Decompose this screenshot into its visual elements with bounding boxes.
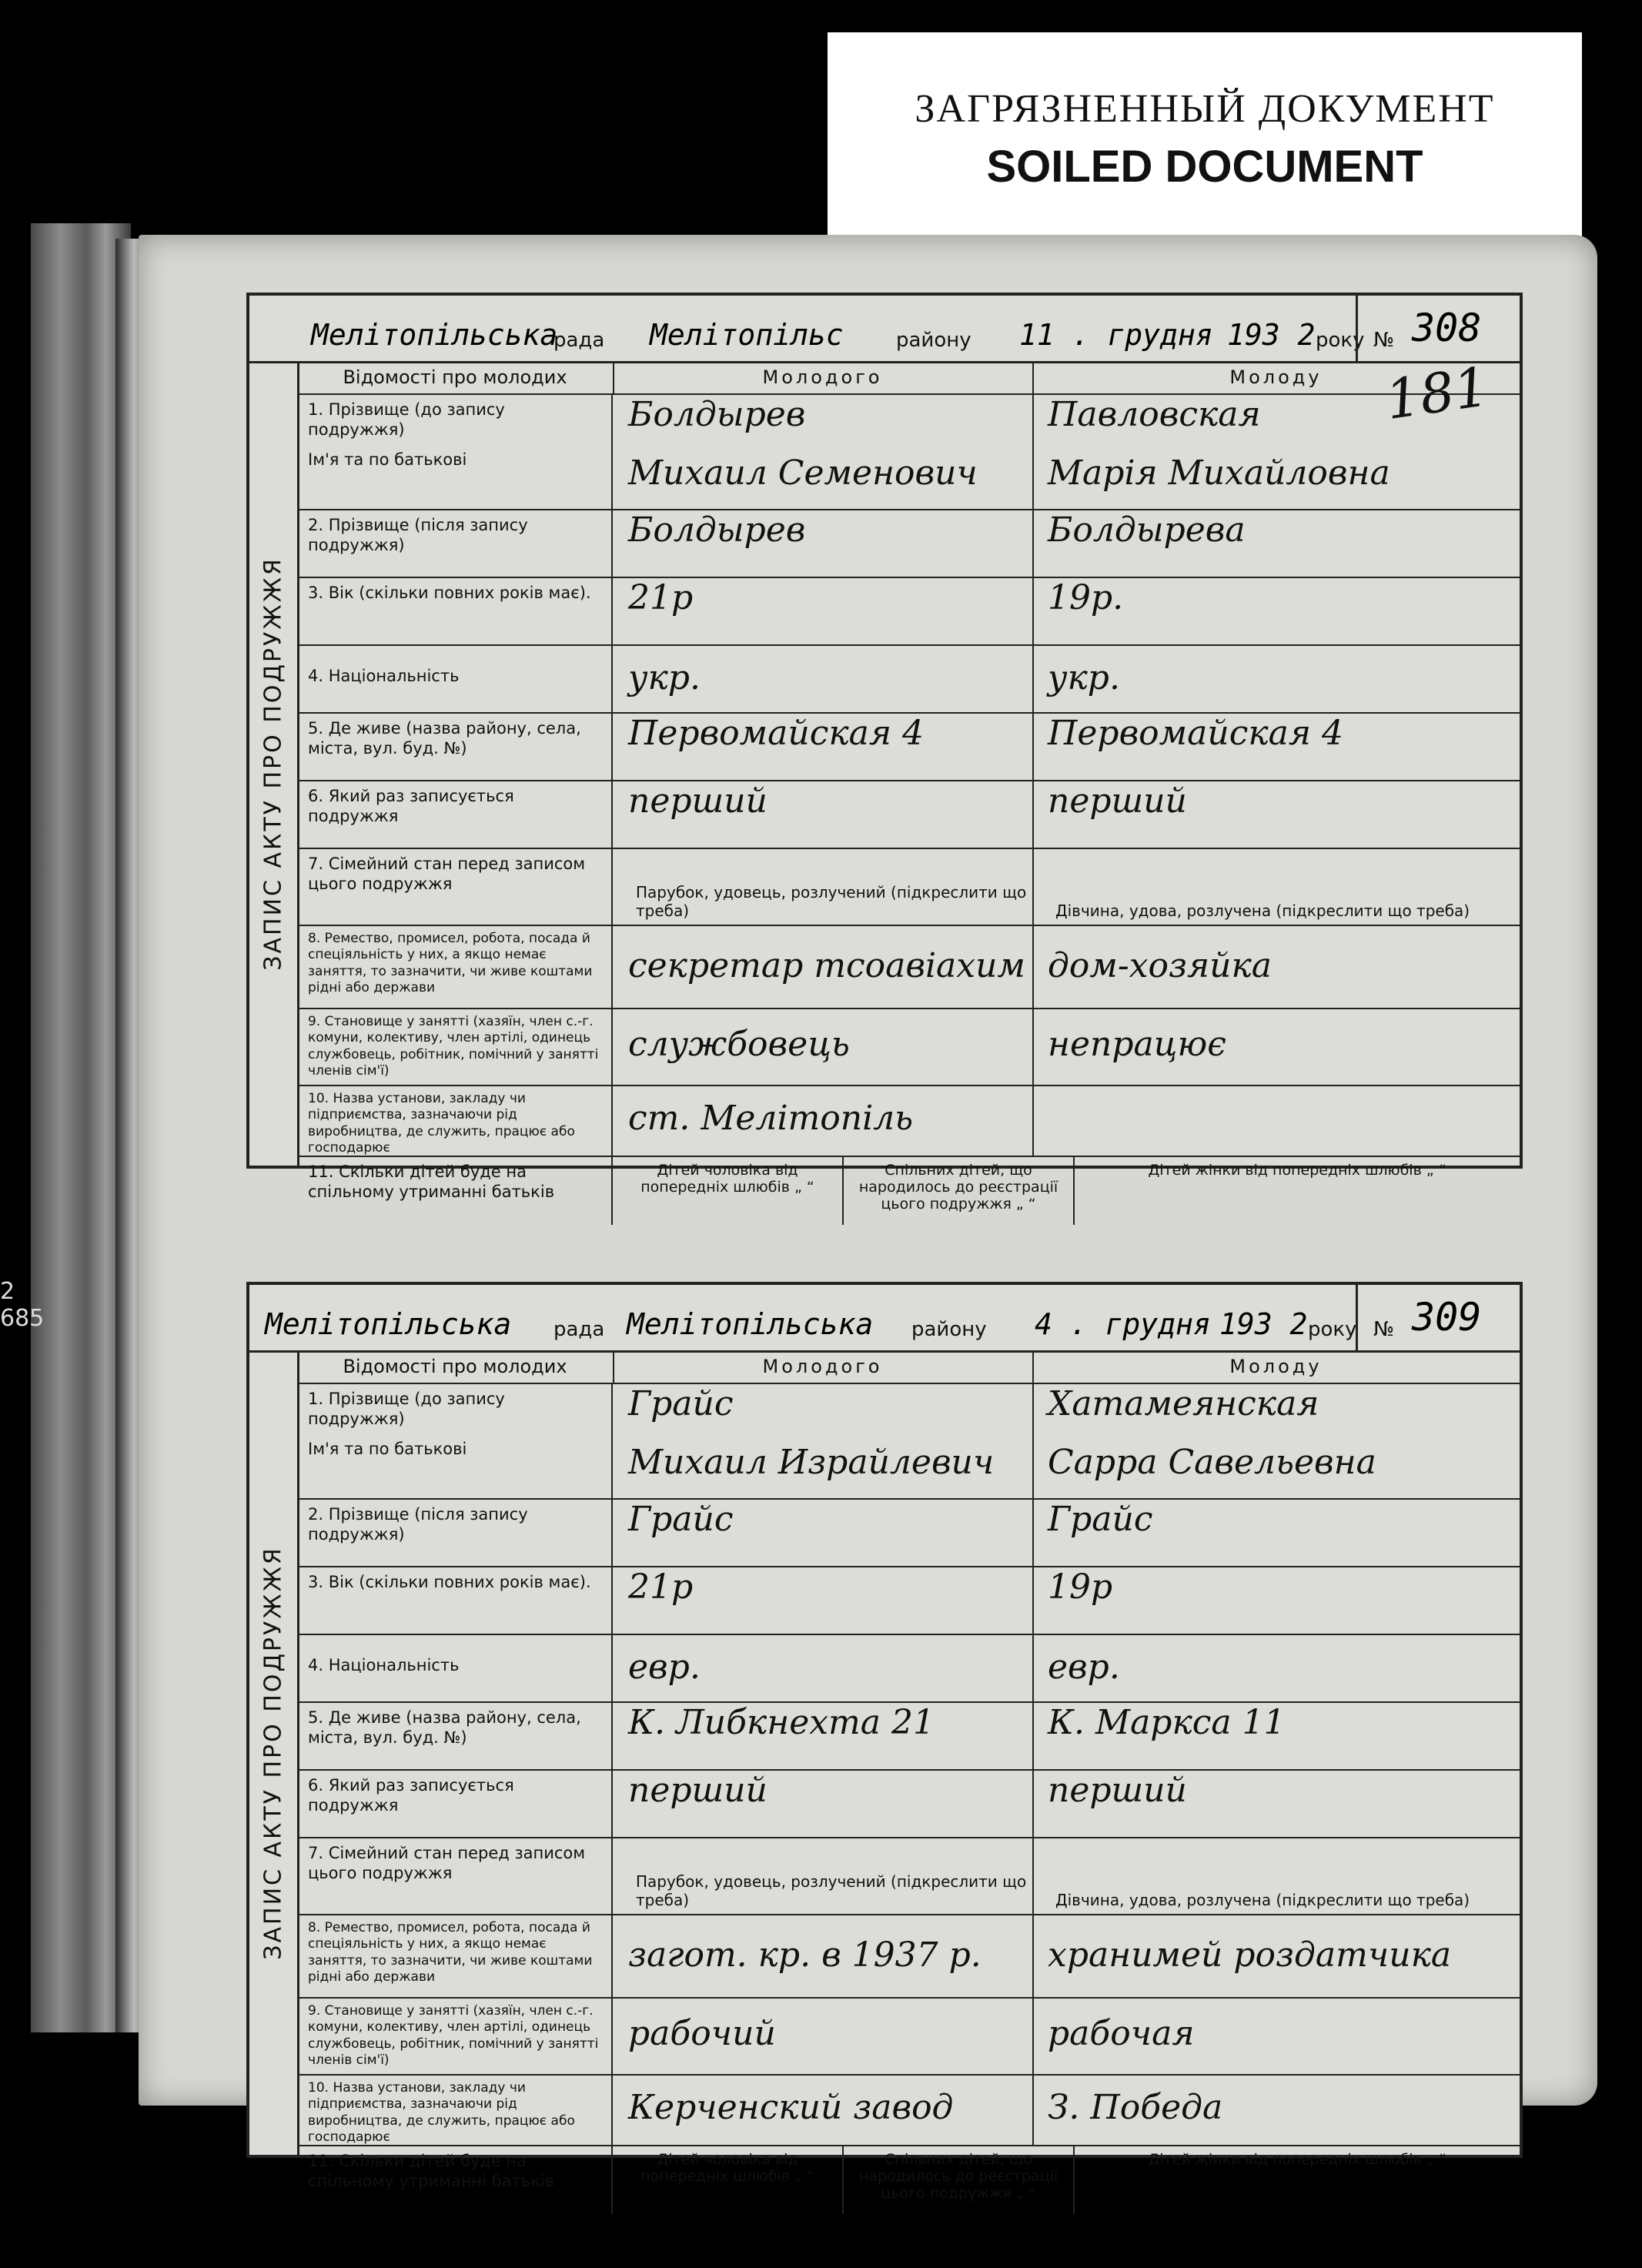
bride-cell-7 bbox=[1032, 848, 1520, 925]
date-value: 4 . грудня bbox=[1035, 1307, 1211, 1341]
raion-value: Мелітопільська bbox=[627, 1307, 874, 1341]
groom-cell-6 bbox=[613, 1769, 1034, 1837]
groom-header: Молодого bbox=[613, 361, 1034, 395]
bride-position: непрацює bbox=[1048, 1025, 1226, 1064]
bride-status-options: Дівчина, удова, розлучена (підкреслити що треба) bbox=[1055, 1891, 1470, 1909]
bride-surname-after: Болдырева bbox=[1048, 510, 1246, 550]
label-r3: 3. Вік (скільки повних років має). bbox=[297, 1566, 613, 1634]
groom-surname: Грайс bbox=[628, 1384, 734, 1423]
bride-cell-6 bbox=[1032, 780, 1520, 848]
groom-nationality: евр. bbox=[628, 1647, 701, 1687]
bride-cell-5 bbox=[1032, 1701, 1520, 1769]
groom-position: рабочий bbox=[628, 2014, 776, 2053]
record-grid bbox=[297, 1350, 1520, 2202]
groom-cell-5 bbox=[613, 1701, 1034, 1769]
row-surname-after bbox=[297, 1498, 1520, 1567]
children-common: Спільних дітей, що народилось до реєстрації цього подружжя „ “ bbox=[844, 2145, 1075, 2214]
bride-cell-4 bbox=[1032, 644, 1520, 712]
bride-age: 19р bbox=[1048, 1567, 1113, 1607]
row-nationality bbox=[297, 644, 1520, 714]
groom-cell-1 bbox=[613, 393, 1034, 509]
groom-cell-9 bbox=[613, 1997, 1034, 2074]
label-r8: 8. Ремество, промисел, робота, посада й спеціяльність у них, а якщо немає заняття, то зазначити, чи живе коштами рідні або держави bbox=[297, 925, 613, 1008]
groom-surname-after: Грайс bbox=[628, 1500, 734, 1539]
bride-cell-8 bbox=[1032, 1914, 1520, 1997]
children-common: Спільних дітей, що народилось до реєстрації цього подружжя „ “ bbox=[844, 1156, 1075, 1225]
label-r4: 4. Національність bbox=[297, 1634, 613, 1701]
groom-cell-8 bbox=[613, 1914, 1034, 1997]
bride-cell-9 bbox=[1032, 1008, 1520, 1085]
label-r2: 2. Прізвище (після запису подружжя) bbox=[297, 1498, 613, 1566]
raion-label: району bbox=[911, 1318, 987, 1341]
groom-header: Молодого bbox=[613, 1350, 1034, 1384]
bride-cell-1 bbox=[1032, 1383, 1520, 1498]
label-r7: 7. Сімейний стан перед записом цього подружжя bbox=[297, 1837, 613, 1914]
groom-status-options: Парубок, удовець, розлучений (підкреслити що треба) bbox=[636, 883, 1027, 920]
bride-times: перший bbox=[1048, 781, 1187, 821]
groom-nationality: укр. bbox=[628, 658, 701, 697]
groom-address: К. Либкнехта 21 bbox=[628, 1703, 935, 1742]
bride-occupation: хранимей роздатчика bbox=[1048, 1935, 1452, 1975]
bride-cell-8 bbox=[1032, 925, 1520, 1008]
row-surname-before bbox=[297, 393, 1520, 510]
vertical-title-text: ЗАПИС АКТУ ПРО ПОДРУЖЖЯ bbox=[259, 1545, 287, 1960]
groom-cell-4 bbox=[613, 1634, 1034, 1701]
bride-cell-2 bbox=[1032, 1498, 1520, 1566]
label-r3: 3. Вік (скільки повних років має). bbox=[297, 577, 613, 644]
label-r9: 9. Становище у занятті (хазяїн, член с.-г. комуни, колективу, член артілі, одинець службовець, робітник, помічний у занятті членів сім'ї) bbox=[297, 1997, 613, 2074]
groom-times: перший bbox=[628, 1771, 767, 1810]
groom-name: Михаил Семенович bbox=[628, 453, 978, 493]
groom-cell-7 bbox=[613, 848, 1034, 925]
groom-cell-2 bbox=[613, 1498, 1034, 1566]
label-r6: 6. Який раз записується подружжя bbox=[297, 1769, 613, 1837]
row-marital-status bbox=[297, 848, 1520, 926]
groom-workplace: Керченский завод bbox=[628, 2088, 954, 2127]
row-address bbox=[297, 1701, 1520, 1771]
row-nationality bbox=[297, 1634, 1520, 1703]
groom-cell-10 bbox=[613, 1085, 1034, 1156]
bride-nationality: укр. bbox=[1048, 658, 1120, 697]
number-label: № bbox=[1373, 329, 1395, 352]
bride-cell-3 bbox=[1032, 577, 1520, 644]
groom-occupation: загот. кр. в 1937 р. bbox=[628, 1935, 982, 1975]
bride-cell-2 bbox=[1032, 509, 1520, 577]
row-marital-status bbox=[297, 1837, 1520, 1915]
bride-cell-10 bbox=[1032, 1085, 1520, 1156]
record-header bbox=[249, 296, 1520, 363]
groom-surname: Болдырев bbox=[628, 395, 806, 434]
vertical-title bbox=[249, 361, 299, 1166]
raion-label: району bbox=[896, 329, 971, 352]
groom-cell-1 bbox=[613, 1383, 1034, 1498]
label-r4: 4. Національність bbox=[297, 644, 613, 712]
row-children bbox=[297, 2145, 1520, 2214]
vertical-title bbox=[249, 1350, 299, 2155]
row-occupation bbox=[297, 925, 1520, 1009]
bride-times: перший bbox=[1048, 1771, 1187, 1810]
row-position bbox=[297, 1008, 1520, 1086]
record-number-box bbox=[1356, 1285, 1520, 1350]
label-r9: 9. Становище у занятті (хазяїн, член с.-г. комуни, колективу, член артілі, одинець службовець, робітник, помічний у занятті членів сім'ї) bbox=[297, 1008, 613, 1085]
rada-value: Мелітопільська bbox=[311, 318, 558, 352]
year-value: 193 2 bbox=[1219, 1307, 1308, 1341]
bride-header: Молоду bbox=[1032, 1350, 1520, 1384]
year-value: 193 2 bbox=[1227, 318, 1316, 352]
children-husband: Дітей чоловіка від попередніх шлюбів „ “ bbox=[613, 1156, 844, 1225]
groom-cell-4 bbox=[613, 644, 1034, 712]
row-surname-after bbox=[297, 509, 1520, 578]
children-husband: Дітей чоловіка від попередніх шлюбів „ “ bbox=[613, 2145, 844, 2214]
groom-cell-7 bbox=[613, 1837, 1034, 1914]
label-r1b: Ім'я та по батькові bbox=[308, 450, 467, 469]
record-grid bbox=[297, 361, 1520, 1213]
registration-note: 181 bbox=[1381, 355, 1493, 432]
groom-address: Первомайская 4 bbox=[628, 714, 924, 753]
bride-cell-3 bbox=[1032, 1566, 1520, 1634]
groom-times: перший bbox=[628, 781, 767, 821]
year-label: року bbox=[1316, 329, 1365, 352]
children-wife: Дітей жінки від попередніх шлюбів „ “ bbox=[1148, 1162, 1446, 1179]
label-r10: 10. Назва установи, закладу чи підприємства, зазначаючи рід виробництва, де служить, працює або господарює bbox=[297, 2074, 613, 2145]
bride-age: 19р. bbox=[1048, 578, 1124, 617]
bride-surname: Хатамеянская bbox=[1048, 1384, 1319, 1423]
row-times bbox=[297, 1769, 1520, 1838]
bride-address: К. Маркса 11 bbox=[1048, 1703, 1286, 1742]
bride-cell-6 bbox=[1032, 1769, 1520, 1837]
groom-cell-2 bbox=[613, 509, 1034, 577]
groom-cell-3 bbox=[613, 1566, 1034, 1634]
row-age bbox=[297, 1566, 1520, 1635]
bride-status-options: Дівчина, удова, розлучена (підкреслити що треба) bbox=[1055, 902, 1470, 920]
children-wife: Дітей жінки від попередніх шлюбів „ “ bbox=[1148, 2151, 1446, 2168]
year-label: року bbox=[1308, 1318, 1357, 1341]
groom-position: службовець bbox=[628, 1025, 850, 1064]
label-ru: ЗАГРЯЗНЕННЫЙ ДОКУМЕНТ bbox=[915, 87, 1495, 131]
bride-header: Молоду bbox=[1032, 361, 1520, 395]
raion-value: Мелітопільс bbox=[650, 318, 844, 352]
bride-position: рабочая bbox=[1048, 2014, 1195, 2053]
bride-surname: Павловская bbox=[1048, 395, 1261, 434]
groom-cell-10 bbox=[613, 2074, 1034, 2145]
bride-occupation: дом-хозяйка bbox=[1048, 946, 1272, 985]
info-header: Відомості про молодих bbox=[297, 1350, 614, 1384]
label-r1: 1. Прізвище (до запису подружжя) bbox=[308, 1390, 505, 1429]
bride-nationality: евр. bbox=[1048, 1647, 1120, 1687]
bride-workplace: З. Победа bbox=[1048, 2088, 1223, 2127]
groom-cell-6 bbox=[613, 780, 1034, 848]
label-r2: 2. Прізвище (після запису подружжя) bbox=[297, 509, 613, 577]
label-r5: 5. Де живе (назва району, села, міста, вул. буд. №) bbox=[297, 1701, 613, 1769]
groom-surname-after: Болдырев bbox=[628, 510, 806, 550]
record-number: 308 bbox=[1412, 306, 1482, 350]
record-number: 309 bbox=[1412, 1295, 1482, 1340]
groom-status-options: Парубок, удовець, розлучений (підкреслити що треба) bbox=[636, 1872, 1027, 1909]
record-number-box bbox=[1356, 296, 1520, 361]
groom-cell-3 bbox=[613, 577, 1034, 644]
rada-label: рада bbox=[553, 1318, 605, 1341]
groom-occupation: секретар тсоавіахим bbox=[628, 946, 1025, 985]
row-address bbox=[297, 712, 1520, 781]
marriage-record-308 bbox=[246, 293, 1523, 1213]
groom-cell-9 bbox=[613, 1008, 1034, 1085]
label-r6: 6. Який раз записується подружжя bbox=[297, 780, 613, 848]
label-r11: 11. Скільки дітей буде на спільному утриманні батьків bbox=[297, 1156, 613, 1225]
groom-name: Михаил Израйлевич bbox=[628, 1443, 995, 1482]
date-value: 11 . грудня bbox=[1019, 318, 1213, 352]
bride-address: Первомайская 4 bbox=[1048, 714, 1343, 753]
row-workplace bbox=[297, 1085, 1520, 1157]
bride-surname-after: Грайс bbox=[1048, 1500, 1153, 1539]
record-header bbox=[249, 1285, 1520, 1353]
row-workplace bbox=[297, 2074, 1520, 2146]
groom-cell-5 bbox=[613, 712, 1034, 780]
label-r10: 10. Назва установи, закладу чи підприємства, зазначаючи рід виробництва, де служить, працює або господарює bbox=[297, 1085, 613, 1156]
label-r5: 5. Де живе (назва району, села, міста, вул. буд. №) bbox=[297, 712, 613, 780]
label-r8: 8. Ремество, промисел, робота, посада й спеціяльність у них, а якщо немає заняття, то зазначити, чи живе коштами рідні або держави bbox=[297, 1914, 613, 1997]
label-surname-before bbox=[297, 393, 613, 509]
bride-cell-5 bbox=[1032, 712, 1520, 780]
groom-workplace: ст. Мелітопіль bbox=[628, 1099, 914, 1138]
row-age bbox=[297, 577, 1520, 646]
groom-cell-8 bbox=[613, 925, 1034, 1008]
label-r1: 1. Прізвище (до запису подружжя) bbox=[308, 400, 505, 440]
label-surname-before bbox=[297, 1383, 613, 1498]
bride-name: Сарра Савельевна bbox=[1048, 1443, 1376, 1482]
groom-age: 21р bbox=[628, 1567, 694, 1607]
bride-cell-9 bbox=[1032, 1997, 1520, 2074]
label-r1b: Ім'я та по батькові bbox=[308, 1439, 467, 1458]
margin-note: 2 685 bbox=[0, 1278, 45, 1332]
rada-label: рада bbox=[553, 329, 605, 352]
number-label: № bbox=[1373, 1318, 1395, 1341]
groom-age: 21р bbox=[628, 578, 694, 617]
row-position bbox=[297, 1997, 1520, 2076]
rada-value: Мелітопільська bbox=[265, 1307, 512, 1341]
row-surname-before bbox=[297, 1383, 1520, 1500]
info-header: Відомості про молодих bbox=[297, 361, 614, 395]
marriage-record-309 bbox=[246, 1282, 1523, 2202]
label-en: SOILED DOCUMENT bbox=[986, 142, 1423, 192]
row-occupation bbox=[297, 1914, 1520, 1999]
bride-cell-10 bbox=[1032, 2074, 1520, 2145]
row-children bbox=[297, 1156, 1520, 1225]
bride-cell-4 bbox=[1032, 1634, 1520, 1701]
label-r11: 11. Скільки дітей буде на спільному утриманні батьків bbox=[297, 2145, 613, 2214]
bride-cell-7 bbox=[1032, 1837, 1520, 1914]
label-r7: 7. Сімейний стан перед записом цього подружжя bbox=[297, 848, 613, 925]
vertical-title-text: ЗАПИС АКТУ ПРО ПОДРУЖЖЯ bbox=[259, 556, 287, 971]
row-times bbox=[297, 780, 1520, 849]
bride-name: Марія Михайловна bbox=[1048, 453, 1390, 493]
soiled-document-label bbox=[828, 32, 1582, 236]
